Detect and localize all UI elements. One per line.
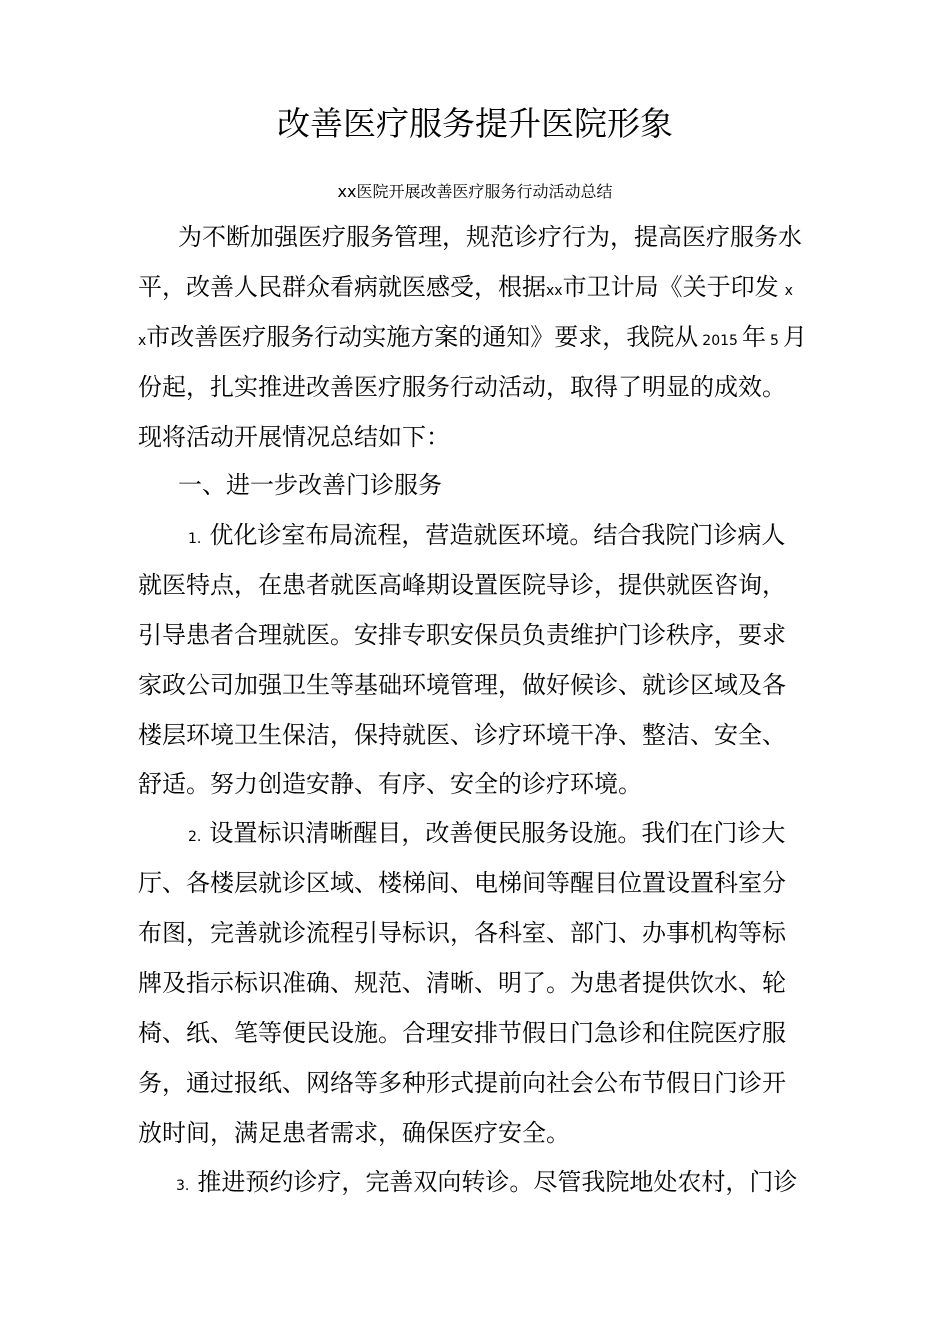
intro-line-3: x市改善医疗服务行动实施方案的通知》要求，我院从 2015 年 5 月: [138, 323, 807, 351]
item-2-line-5: 椅、纸、笔等便民设施。合理安排节假日门急诊和住院医疗服: [138, 1019, 786, 1047]
item-2-number: 2.: [188, 829, 202, 845]
item-2-line-7: 放时间，满足患者需求，确保医疗安全。: [138, 1119, 570, 1147]
item-2-line-6: 务，通过报纸、网络等多种形式提前向社会公布节假日门诊开: [138, 1069, 786, 1097]
item-1-line-4: 家政公司加强卫生等基础环境管理，做好候诊、就诊区域及各: [138, 671, 786, 699]
item-1-line-6: 舒适。努力创造安静、有序、安全的诊疗环境。: [138, 770, 642, 798]
item-3-line-1: 3. 推进预约诊疗，完善双向转诊。尽管我院地处农村，门诊: [176, 1168, 798, 1196]
item-1-number: 1.: [188, 531, 202, 547]
item-1-line-5: 楼层环境卫生保洁，保持就医、诊疗环境干净、整洁、安全、: [138, 721, 786, 749]
document-title: 改善医疗服务提升医院形象: [277, 104, 673, 143]
item-2-line-3: 布图，完善就诊流程引导标识，各科室、部门、办事机构等标: [138, 919, 786, 947]
document-subtitle: xx医院开展改善医疗服务行动活动总结: [337, 182, 613, 201]
item-3-number: 3.: [176, 1178, 190, 1194]
section-heading-1: 一、进一步改善门诊服务: [178, 471, 442, 499]
item-2-line-2: 厅、各楼层就诊区域、楼梯间、电梯间等醒目位置设置科室分: [138, 869, 786, 897]
item-1-line-2: 就医特点，在患者就医高峰期设置医院导诊，提供就医咨询，: [138, 571, 786, 599]
intro-line-2: 平，改善人民群众看病就医感受，根据xx市卫计局《关于印发 x: [138, 273, 793, 301]
intro-line-5: 现将活动开展情况总结如下：: [138, 423, 450, 451]
item-1-line-1: 1. 优化诊室布局流程，营造就医环境。结合我院门诊病人: [188, 521, 786, 549]
item-1-line-3: 引导患者合理就医。安排专职安保员负责维护门诊秩序，要求: [138, 621, 786, 649]
intro-line-4: 份起，扎实推进改善医疗服务行动活动，取得了明显的成效。: [138, 373, 786, 401]
item-2-line-1: 2. 设置标识清晰醒目，改善便民服务设施。我们在门诊大: [188, 819, 786, 847]
intro-line-1: 为不断加强医疗服务管理，规范诊疗行为，提高医疗服务水: [178, 223, 802, 251]
item-2-line-4: 牌及指示标识准确、规范、清晰、明了。为患者提供饮水、轮: [138, 969, 786, 997]
